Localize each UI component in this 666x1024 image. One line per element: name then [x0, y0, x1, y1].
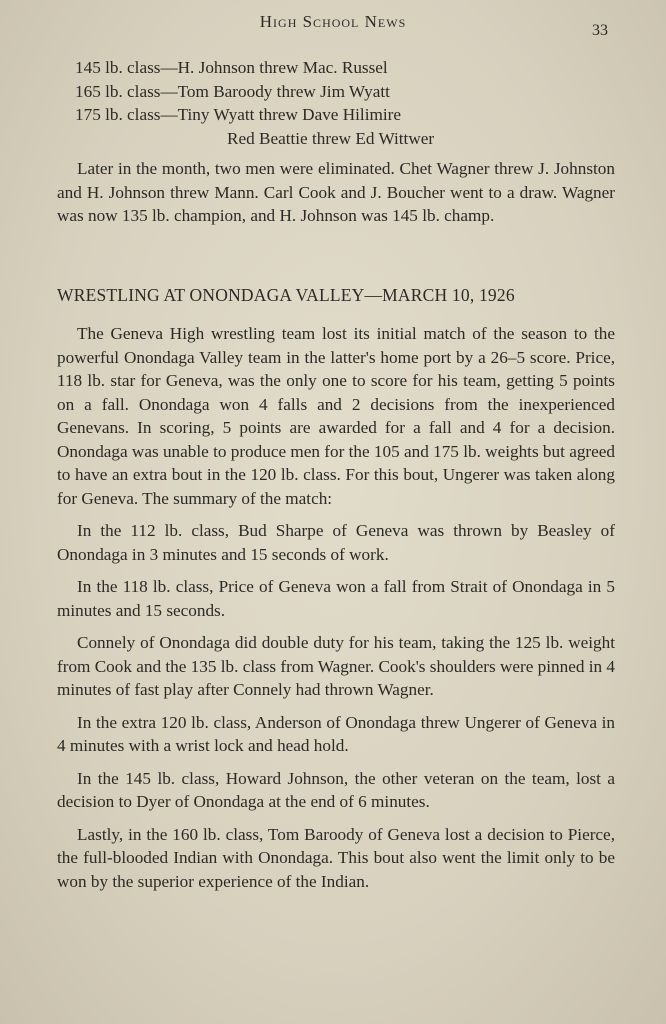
paragraph: In the 118 lb. class, Price of Geneva won a fall from Strait of Onondaga in 5 minutes and 15 seconds.: [57, 577, 615, 620]
section-heading: WRESTLING AT ONONDAGA VALLEY—MARCH 10, 1926: [57, 285, 515, 305]
paragraph: In the extra 120 lb. class, Anderson of Onondaga threw Ungerer of Geneva in 4 minutes with a wrist lock and head hold.: [57, 712, 615, 755]
paragraph: In the 112 lb. class, Bud Sharpe of Geneva was thrown by Beasley of Onondaga in 3 minutes and 15 seconds of work.: [57, 521, 615, 564]
paragraph-later: Later in the month, two men were eliminated. Chet Wagner threw J. Johnston and H. Johnson threw Mann. Carl Cook and J. Boucher went to a draw. Wagner was now 135 lb. champion, and H. Johnson was 145 lb. champ.: [57, 159, 615, 225]
paragraph: Connely of Onondaga did double duty for his team, taking the 125 lb. weight from Cook and the 135 lb. class from Wagner. Cook's shoulders were pinned in 4 minutes of fast play after Connely had thrown Wagner.: [57, 633, 615, 699]
page-number: 33: [592, 22, 608, 39]
paragraph: In the 145 lb. class, Howard Johnson, the other veteran on the team, lost a decision to Dyer of Onondaga at the end of 6 minutes.: [57, 768, 615, 811]
result-line: 175 lb. class—Tiny Wyatt threw Dave Hilimire: [75, 105, 401, 124]
result-line: 165 lb. class—Tom Baroody threw Jim Wyatt: [75, 81, 390, 101]
result-line: 145 lb. class—H. Johnson threw Mac. Russel: [75, 58, 388, 77]
results-list: [57, 56, 615, 150]
paragraph: The Geneva High wrestling team lost its initial match of the season to the powerful Onondaga Valley team in the latter's home port by a 26–5 score. Price, 118 lb. star for Geneva, was the only one to score for his team, getting 5 points on a fall. Onondaga won 4 falls and 2 decisions from the inexperienced Genevans. In scoring, 5 points are awarded for a fall and 4 for a decision. Onondaga was unable to produce men for the 105 and 175 lb. weights but agreed to have an extra bout in the 120 lb. class. For this bout, Ungerer was taken along for Geneva. The summary of the match:: [57, 324, 615, 508]
running-head: High School News: [259, 12, 407, 31]
paragraph: Lastly, in the 160 lb. class, Tom Baroody of Geneva lost a decision to Pierce, the full-blooded Indian with Onondaga. This bout also went the limit only to be won by the superior experience of the Indian.: [57, 824, 615, 891]
article-body: [57, 322, 615, 893]
result-line: Red Beattie threw Ed Wittwer: [227, 128, 435, 148]
